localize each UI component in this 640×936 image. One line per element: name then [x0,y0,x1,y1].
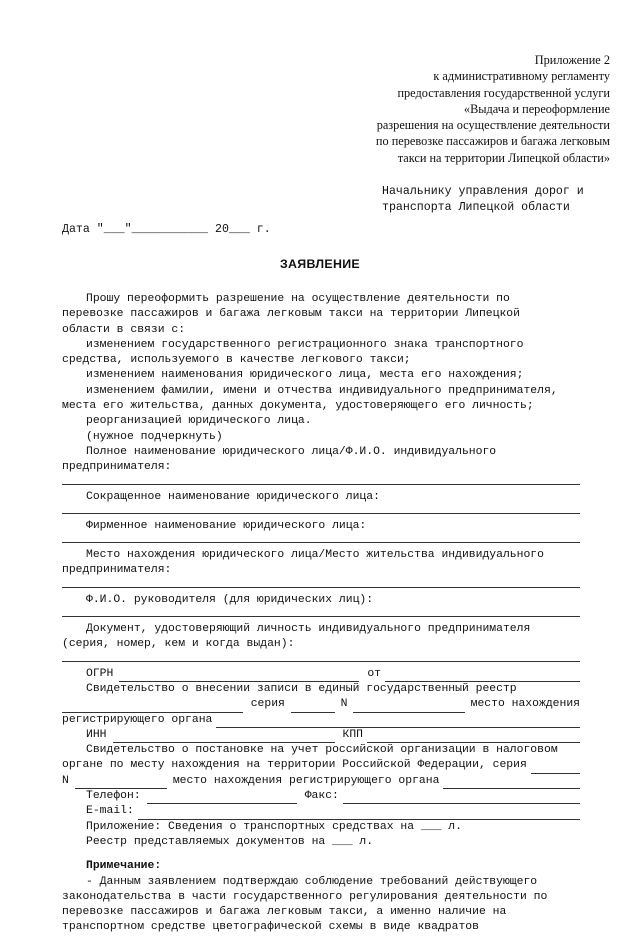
note-line: транспортном средстве цветографической схемы в виде квадратов [62,921,479,934]
appendix-line: к административному регламенту [433,69,610,84]
tax-cert-label: Свидетельство о постановке на учет российской организации в налоговом [86,744,558,757]
phone-label: Телефон: [86,790,141,803]
appendix-line: Приложение 2 [534,53,610,67]
body-line: изменением фамилии, имени и отчества индивидуального предпринимателя, [86,384,558,397]
firm-name-field[interactable] [62,534,580,543]
addressee-line: транспорта Липецкой области [382,200,570,214]
location-label: Место нахождения юридического лица/Место жительства индивидуального [86,549,544,562]
tax-number-label: N [62,774,69,787]
body-line: изменением государственного регистрационного знака транспортного [86,338,524,351]
application-body [62,292,580,936]
short-name-field[interactable] [62,505,580,514]
note-line: законодательства в части государственного регулирования деятельности по [62,890,548,903]
note-line: перевозке пассажиров и багажа легковым такси, а именно наличие на [62,906,507,919]
full-name-field[interactable] [62,476,580,485]
ogrn-date-field[interactable] [385,670,580,682]
date-line: Дата "___"___________ 20___ г. [62,223,271,236]
location-place-label: место нахождения [470,698,580,711]
inn-field[interactable] [113,732,335,743]
attachment-line: Приложение: Сведения о транспортных средствах на ___ л. [86,820,462,833]
full-name-label: Полное наименование юридического лица/Ф.И.О. индивидуального [86,445,497,458]
number-field[interactable] [353,702,464,713]
tax-number-row [62,774,580,789]
addressee-line: Начальнику управления дорог и [382,185,584,198]
full-name-label-cont: предпринимателя: [62,461,172,474]
id-document-label: Документ, удостоверяющий личность индивидуального предпринимателя [86,623,531,636]
series-label: серия [250,698,285,711]
tax-cert-row [62,758,580,773]
head-field[interactable] [62,608,580,617]
note-line: - Данным заявлением подтверждаю соблюдение требований действующего [86,875,538,888]
underline-hint: (нужное подчеркнуть) [86,430,223,443]
tax-location-label: место нахождения регистрирующего органа [172,774,440,787]
attachment-line: Реестр представляемых документов на ___ л. [86,835,374,848]
short-name-label: Сокращенное наименование юридического лица: [86,490,380,503]
tax-location-field[interactable] [443,777,580,789]
ogrn-field[interactable] [119,671,359,682]
tax-cert-label-cont: органе по месту нахождения на территории Российской Федерации, серия [62,759,527,772]
head-label: Ф.И.О. руководителя (для юридических лиц): [86,593,374,606]
id-document-label-cont: (серия, номер, кем и когда выдан): [62,638,295,651]
reg-body-label: регистрирующего органа [62,713,213,726]
body-line: реорганизацией юридического лица. [86,415,312,428]
body-line: средства, используемого в качестве легкового такси; [62,354,411,367]
fax-label: Факс: [304,790,339,803]
kpp-label: КПП [342,728,364,741]
email-row [62,804,580,819]
ogrn-row [62,667,580,682]
number-label: N [340,698,348,711]
body-line: Прошу переоформить разрешение на осуществление деятельности по [86,293,510,305]
egr-cert-blank[interactable] [62,702,243,713]
appendix-line: «Выдача и переоформление [463,101,610,116]
location-field[interactable] [62,579,580,588]
addressee-block [382,184,584,215]
firm-name-label: Фирменное наименование юридического лица: [86,519,367,532]
egr-cert-row [62,697,580,712]
ogrn-date-label: от [367,667,382,680]
reg-body-field[interactable] [216,716,580,728]
reg-body-row [62,713,580,728]
appendix-block [310,52,610,166]
inn-row [62,728,580,743]
appendix-line: по перевозке пассажиров и багажа легковым [375,134,610,149]
note-title: Примечание: [86,860,162,873]
body-line: области в связи с: [62,323,186,336]
contacts-row [62,789,580,804]
egr-cert-label: Свидетельство о внесении записи в единый государственный реестр [86,682,517,695]
fax-field[interactable] [343,792,580,804]
tax-series-field[interactable] [531,762,580,774]
appendix-line: разрешения на осуществление деятельности [376,118,610,133]
kpp-field[interactable] [367,731,580,743]
appendix-line: предоставления государственной услуги [397,85,610,100]
inn-label: ИНН [86,728,107,741]
email-field[interactable] [138,808,580,820]
location-label-cont: предпринимателя: [62,564,172,577]
email-label: E-mail: [86,805,134,818]
appendix-line: такси на территории Липецкой области» [397,150,610,165]
document-title: ЗАЯВЛЕНИЕ [279,257,361,271]
tax-number-field[interactable] [75,778,167,789]
body-line: места его жительства, данных документа, удостоверяющего его личность; [62,400,534,413]
series-field[interactable] [291,702,335,713]
id-document-field[interactable] [62,653,580,662]
body-line: изменением наименования юридического лица, места его нахождения; [86,369,524,382]
ogrn-label: ОГРН [86,667,114,680]
phone-field[interactable] [147,793,297,804]
body-line: перевозке пассажиров и багажа легковым такси на территории Липецкой [62,308,520,321]
